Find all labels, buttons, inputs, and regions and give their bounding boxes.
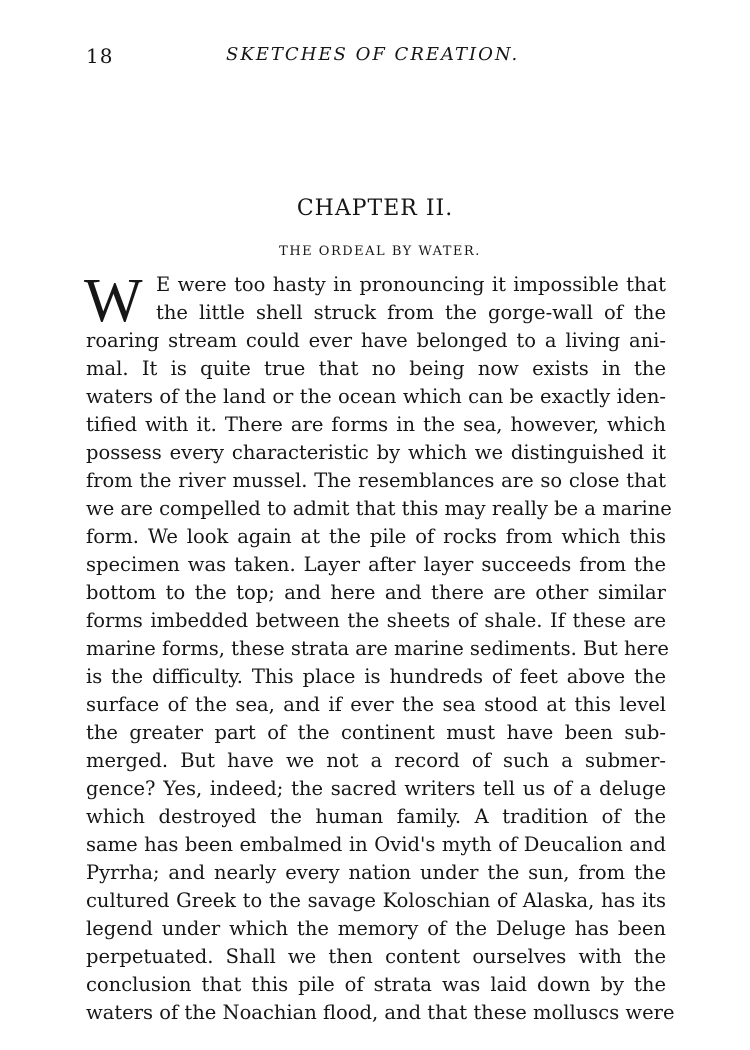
text-line: waters of the Noachian flood, and that these molluscs were	[86, 1001, 675, 1024]
text-line: mal. It is quite true that no being now exists in the	[86, 357, 666, 380]
text-line: same has been embalmed in Ovid's myth of Deucalion and	[86, 833, 666, 856]
text-line: is the difficulty. This place is hundreds of feet above the	[86, 665, 666, 688]
text-line: gence? Yes, indeed; the sacred writers tell us of a deluge	[86, 777, 666, 800]
text-line: waters of the land or the ocean which can be exactly iden-	[86, 385, 666, 408]
running-head	[86, 40, 666, 70]
running-title: SKETCHES OF CREATION.	[226, 44, 520, 65]
text-line: roaring stream could ever have belonged to a living ani-	[86, 329, 666, 352]
text-line: cultured Greek to the savage Koloschian of Alaska, has its	[86, 889, 666, 912]
text-line: surface of the sea, and if ever the sea stood at this level	[86, 693, 666, 716]
text-line: Pyrrha; and nearly every nation under the sun, from the	[86, 861, 666, 884]
text-line: forms imbedded between the sheets of shale. If these are	[86, 609, 666, 632]
text-line: E were too hasty in pronouncing it impossible that	[156, 273, 666, 296]
text-line: which destroyed the human family. A tradition of the	[86, 805, 666, 828]
text-line: perpetuated. Shall we then content ourselves with the	[86, 945, 666, 968]
drop-cap: W	[84, 267, 143, 335]
text-line: the greater part of the continent must have been sub-	[86, 721, 666, 744]
text-line: specimen was taken. Layer after layer succeeds from the	[86, 553, 666, 576]
text-line: form. We look again at the pile of rocks from which this	[86, 525, 666, 548]
body-text	[84, 267, 675, 1027]
text-line: from the river mussel. The resemblances are so close that	[86, 469, 666, 492]
text-line: the little shell struck from the gorge-wall of the	[156, 301, 666, 324]
text-line: legend under which the memory of the Deluge has been	[86, 917, 666, 940]
page-number: 18	[86, 44, 114, 68]
text-line: merged. But have we not a record of such a submer-	[86, 749, 666, 772]
chapter-title: CHAPTER II.	[296, 196, 454, 221]
text-line: bottom to the top; and here and there are other similar	[86, 581, 666, 604]
chapter-subtitle: THE ORDEAL BY WATER.	[279, 244, 481, 259]
text-line: marine forms, these strata are marine sediments. But here	[86, 637, 669, 660]
text-line: we are compelled to admit that this may really be a marine	[86, 497, 672, 520]
text-line: possess every characteristic by which we distinguished it	[86, 441, 666, 464]
text-line: tified with it. There are forms in the sea, however, which	[86, 413, 666, 436]
text-line: conclusion that this pile of strata was laid down by the	[86, 973, 666, 996]
